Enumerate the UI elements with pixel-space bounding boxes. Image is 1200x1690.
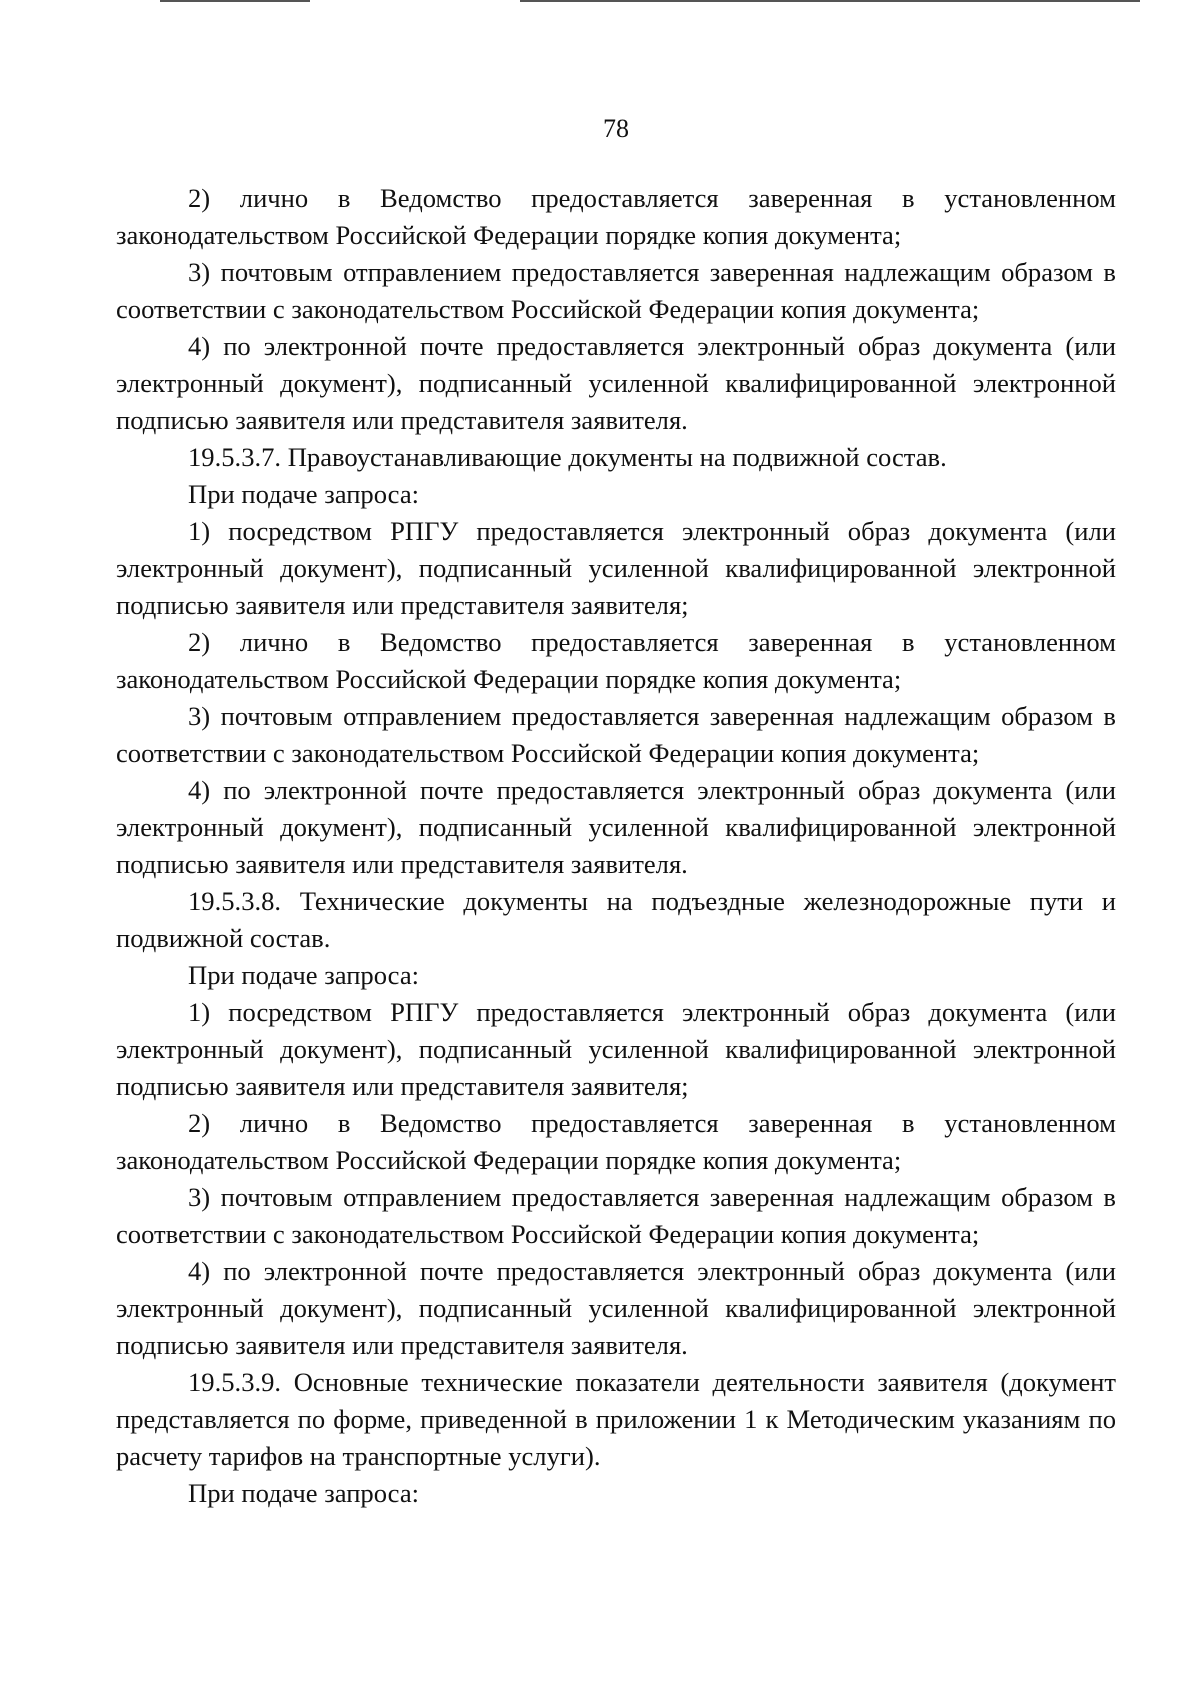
section-heading: 19.5.3.9. Основные технические показатели деятельности заявителя (документ представляется по форме, приведенной в приложении 1 к Методическим указаниям по расчету тарифов на транспортные услуги). [116, 1367, 1116, 1471]
paragraph: При подаче запроса: [188, 1478, 420, 1508]
paragraph: 4) по электронной почте предоставляется электронный образ документа (или электронный документ), подписанный усиленной квалифицированной электронной подписью заявителя или представителя заявителя. [116, 775, 1116, 879]
paragraph: 2) лично в Ведомство предоставляется заверенная в установленном законодательством Российской Федерации порядке копия документа; [116, 183, 1116, 250]
paragraph: 1) посредством РПГУ предоставляется электронный образ документа (или электронный документ), подписанный усиленной квалифицированной электронной подписью заявителя или представителя заявителя; [116, 997, 1116, 1101]
paragraph: 4) по электронной почте предоставляется электронный образ документа (или электронный документ), подписанный усиленной квалифицированной электронной подписью заявителя или представителя заявителя. [116, 1256, 1116, 1360]
paragraph: При подаче запроса: [188, 960, 420, 990]
paragraph: 3) почтовым отправлением предоставляется заверенная надлежащим образом в соответствии с законодательством Российской Федерации копия документа; [116, 701, 1116, 768]
paragraph: При подаче запроса: [188, 479, 420, 509]
paragraph: 2) лично в Ведомство предоставляется заверенная в установленном законодательством Российской Федерации порядке копия документа; [116, 1108, 1116, 1175]
paragraph: 3) почтовым отправлением предоставляется заверенная надлежащим образом в соответствии с законодательством Российской Федерации копия документа; [116, 1182, 1116, 1249]
paragraph: 2) лично в Ведомство предоставляется заверенная в установленном законодательством Российской Федерации порядке копия документа; [116, 627, 1116, 694]
section-heading: 19.5.3.8. Технические документы на подъездные железнодорожные пути и подвижной состав. [116, 886, 1116, 953]
paragraph: 1) посредством РПГУ предоставляется электронный образ документа (или электронный документ), подписанный усиленной квалифицированной электронной подписью заявителя или представителя заявителя; [116, 516, 1116, 620]
paragraph: 3) почтовым отправлением предоставляется заверенная надлежащим образом в соответствии с законодательством Российской Федерации копия документа; [116, 257, 1116, 324]
scan-edge-mark [160, 0, 310, 2]
paragraph: 4) по электронной почте предоставляется электронный образ документа (или электронный документ), подписанный усиленной квалифицированной электронной подписью заявителя или представителя заявителя. [116, 331, 1116, 435]
page-number: 78 [603, 114, 629, 143]
section-heading: 19.5.3.7. Правоустанавливающие документы на подвижной состав. [188, 442, 947, 472]
scan-edge-mark [520, 0, 1140, 2]
document-page [116, 112, 1116, 1512]
